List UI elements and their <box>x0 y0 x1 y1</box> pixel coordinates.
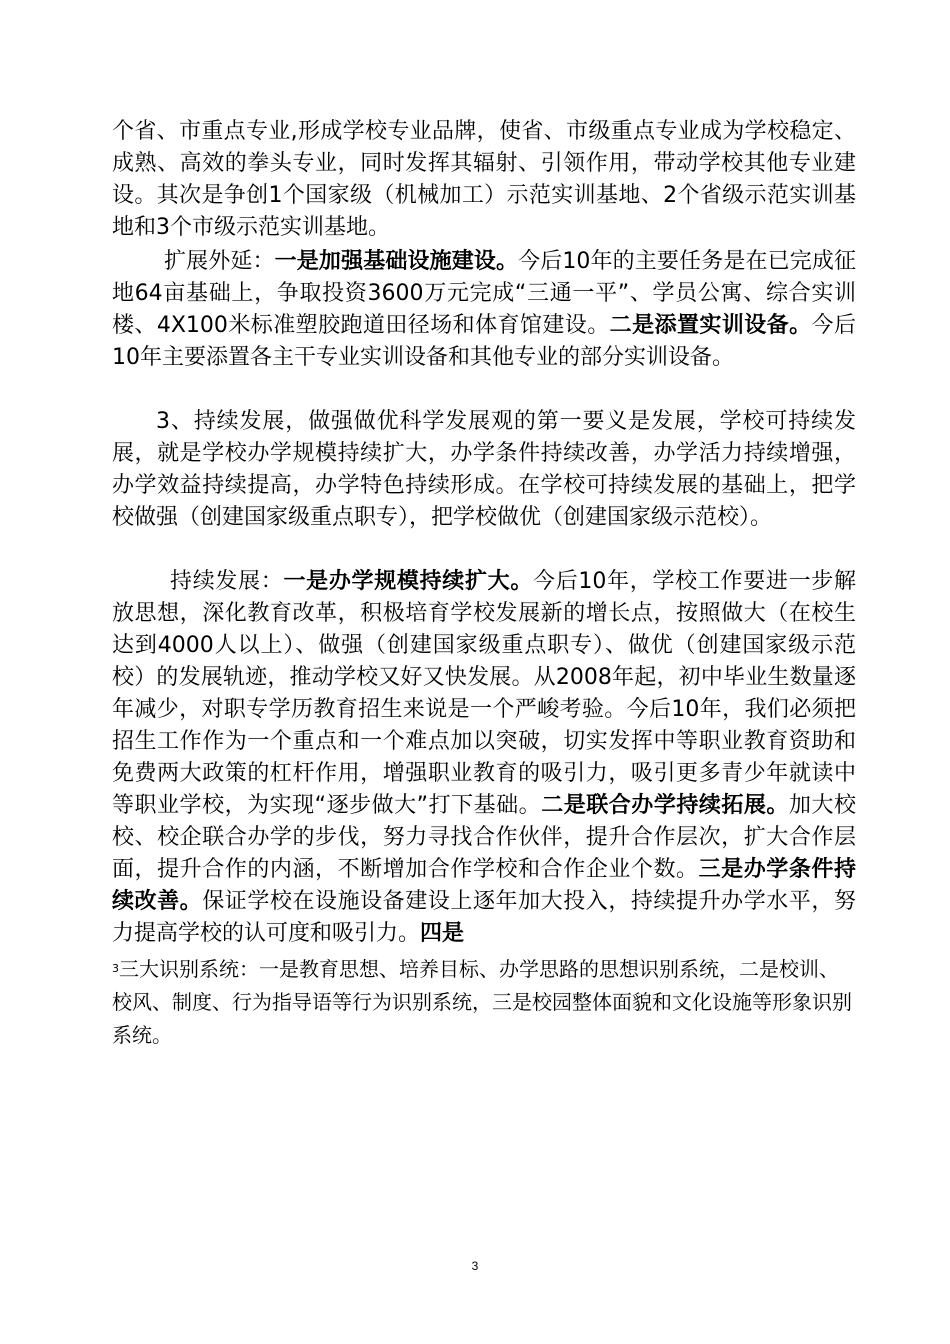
paragraph-text: 今后10年主要添置各主干专业实训设备和其他专业的部分实训设备。 <box>112 313 856 370</box>
footnote-mark: 3 <box>112 962 119 975</box>
paragraph-text: 加大校校、校企联合办学的步伐，努力寻找合作伙伴，提升合作层次，扩大合作层面，提升合作的内涵，不断增加合作学校和合作企业个数。 <box>112 793 856 882</box>
paragraph-lead: 持续发展： <box>170 569 284 594</box>
footnote <box>112 952 856 1052</box>
bold-heading-infrastructure: 一是加强基础设施建设。 <box>274 249 519 274</box>
footnote-text: 三大识别系统：一是教育思想、培养目标、办学思路的思想识别系统，二是校训、校风、制度、行为指导语等行为识别系统，三是校园整体面貌和文化设施等形象识别系统。 <box>112 957 852 1047</box>
paragraph-text: 个省、市重点专业,形成学校专业品牌，使省、市级重点专业成为学校稳定、成熟、高效的拳头专业，同时发挥其辐射、引领作用，带动学校其他专业建设。其次是争创1个国家级（机械加工）示范实训基地、2个省级示范实训基地和3个市级示范实训基地。 <box>112 119 856 240</box>
bold-heading-conditions: 三是办学条件持续改善。 <box>112 857 856 914</box>
paragraph-text: 今后10年，学校工作要进一步解放思想，深化教育改革，积极培育学校发展新的增长点，按照做大（在校生达到4000人以上）、做强（创建国家级重点职专）、做优（创建国家级示范校）的发展轨迹，推动学校又好又快发展。从2008年起，初中毕业生数量逐年减少，对职专学历教育招生来说是一个严峻考验。今后10年，我们必须把招生工作作为一个重点和一个难点加以突破，切实发挥中等职业教育资助和免费两大政策的杠杆作用，增强职业教育的吸引力，吸引更多青少年就读中等职业学校，为实现“逐步做大”打下基础。 <box>112 569 856 818</box>
bold-heading-fourth: 四是 <box>420 921 465 946</box>
paragraph-sustained-growth <box>112 566 856 950</box>
paragraph-key-majors <box>112 116 856 244</box>
paragraph-expand-extension <box>112 246 856 374</box>
page-number: 3 <box>471 1259 479 1273</box>
bold-heading-equipment: 二是添置实训设备。 <box>609 313 812 338</box>
bold-heading-joint-schooling: 二是联合办学持续拓展。 <box>541 793 789 818</box>
bold-heading-scale: 一是办学规模持续扩大。 <box>283 569 534 594</box>
paragraph-text: 今后10年的主要任务是在已完成征地64亩基础上，争取投资3600万元完成“三通一平”、学员公寓、综合实训楼、4X100米标准塑胶跑道田径场和体育馆建设。 <box>112 249 856 338</box>
paragraph-text: 保证学校在设施设备建设上逐年加大投入，持续提升办学水平，努力提高学校的认可度和吸引力。 <box>112 889 856 946</box>
paragraph-text: 3、持续发展，做强做优科学发展观的第一要义是发展，学校可持续发展，就是学校办学规模持续扩大，办学条件持续改善，办学活力持续增强，办学效益持续提高，办学特色持续形成。在学校可持续发展的基础上，把学校做强（创建国家级重点职专），把学校做优（创建国家级示范校）。 <box>112 409 856 530</box>
paragraph-sustainable-development <box>112 406 856 534</box>
paragraph-lead: 扩展外延： <box>164 249 275 274</box>
